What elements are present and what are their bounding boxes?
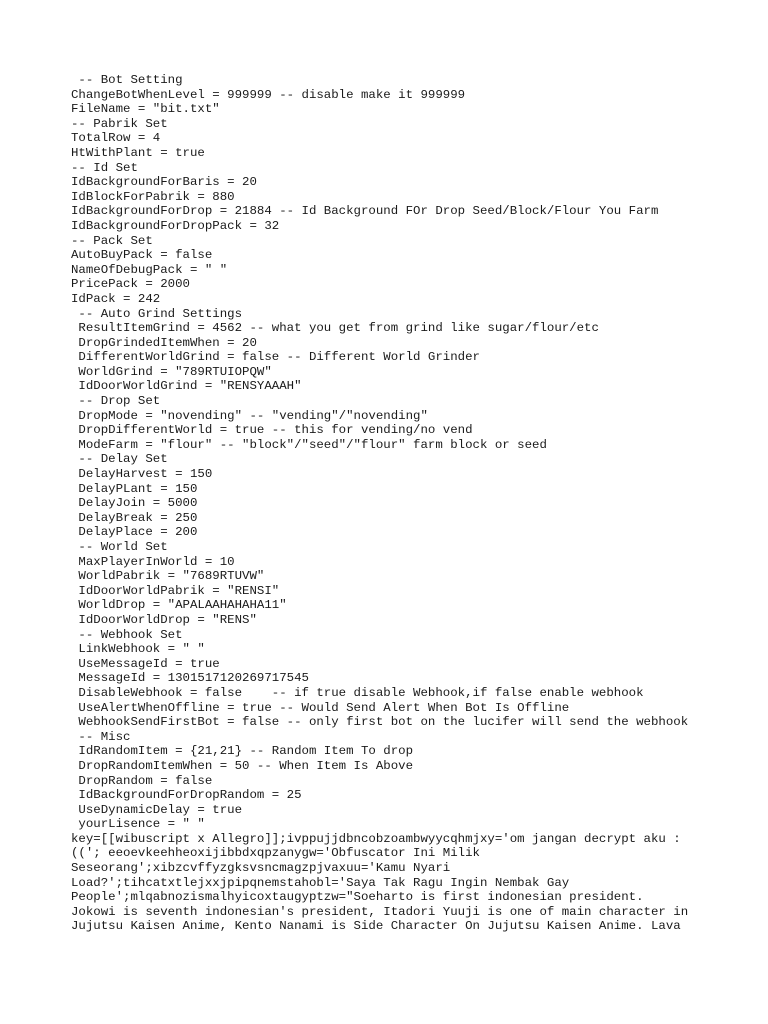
code-line: -- World Set (71, 540, 168, 554)
code-line: NameOfDebugPack = " " (71, 262, 228, 277)
code-line: IdDoorWorldGrind = "RENSYAAAH" (71, 379, 302, 394)
code-line: IdBackgroundForBaris = 20 (71, 175, 257, 190)
code-line: PricePack = 2000 (71, 277, 190, 292)
code-line: WorldDrop = "APALAAHAHAHA11" (71, 598, 287, 613)
code-line: -- Misc (71, 729, 131, 744)
code-line: UseMessageId = true (71, 656, 220, 671)
code-line: (('; eeoevkeehheoxijibbdxqpzanygw='Obfuscator Ini Milik (71, 846, 480, 861)
code-line: DelayBreak = 250 (71, 510, 198, 525)
code-line: UseAlertWhenOffline = true -- Would Send Alert When Bot Is Offline (71, 700, 570, 715)
code-line: Jujutsu Kaisen Anime, Kento Nanami is Side Character On Jujutsu Kaisen Anime. Lava (71, 919, 681, 934)
code-line: IdRandomItem = {21,21} -- Random Item To drop (71, 744, 414, 759)
code-line: -- Id Set (71, 160, 138, 175)
code-line: IdDoorWorldPabrik = "RENSI" (71, 583, 280, 598)
code-line: -- Webhook Set (71, 627, 183, 642)
code-line: DelayPlace = 200 (71, 525, 198, 540)
code-line: DifferentWorldGrind = false -- Different World Grinder (71, 350, 480, 365)
code-line: -- Bot Setting (71, 73, 183, 87)
code-line: key=[[wibuscript x Allegro]];ivppujjdbncobzoambwyycqhmjxy='om jangan decrypt aku : (71, 831, 681, 846)
code-line: -- Drop Set (71, 394, 161, 409)
code-line: TotalRow = 4 (71, 131, 161, 146)
code-line: ChangeBotWhenLevel = 999999 -- disable make it 999999 (71, 87, 466, 102)
code-line: ResultItemGrind = 4562 -- what you get from grind like sugar/flour/etc (71, 321, 599, 336)
code-line: DropDifferentWorld = true -- this for vending/no vend (71, 423, 473, 438)
code-line: WorldGrind = "789RTUIOPQW" (71, 364, 272, 379)
code-line: DropRandom = false (71, 773, 213, 788)
code-line: HtWithPlant = true (71, 145, 205, 160)
code-line: AutoBuyPack = false (71, 248, 213, 263)
code-line: LinkWebhook = " " (71, 642, 205, 657)
code-line: UseDynamicDelay = true (71, 802, 243, 817)
code-line: WorldPabrik = "7689RTUVW" (71, 569, 265, 584)
code-line: IdPack = 242 (71, 291, 161, 306)
code-line: Load?';tihcatxtlejxxjpipqnemstahobl='Saya Tak Ragu Ingin Nembak Gay (71, 875, 570, 890)
code-line: DisableWebhook = false -- if true disable Webhook,if false enable webhook (71, 685, 644, 700)
code-line: Seseorang';xibzcvffyzgksvsncmagzpjvaxuu='Kamu Nyari (71, 861, 451, 876)
code-line: IdDoorWorldDrop = "RENS" (71, 612, 257, 627)
code-line: WebhookSendFirstBot = false -- only first bot on the lucifer will send the webhook (71, 715, 689, 730)
code-line: People';mlqabnozismalhyicoxtaugyptzw="Soeharto is first indonesian president. (71, 890, 644, 905)
code-line: DelayHarvest = 150 (71, 467, 213, 482)
code-line: DelayPLant = 150 (71, 481, 198, 496)
code-line: IdBackgroundForDropPack = 32 (71, 218, 280, 233)
code-line: -- Delay Set (71, 452, 168, 467)
code-line: IdBackgroundForDropRandom = 25 (71, 788, 302, 803)
code-line: DelayJoin = 5000 (71, 496, 198, 511)
code-line: DropRandomItemWhen = 50 -- When Item Is Above (71, 758, 414, 773)
script-text (71, 73, 761, 934)
code-line: IdBlockForPabrik = 880 (71, 189, 235, 204)
code-line: -- Auto Grind Settings (71, 306, 243, 321)
code-line: MessageId = 1301517120269717545 (71, 671, 309, 686)
code-line: -- Pabrik Set (71, 116, 168, 131)
code-line: IdBackgroundForDrop = 21884 -- Id Background FOr Drop Seed/Block/Flour You Farm (71, 204, 659, 219)
code-line: DropGrindedItemWhen = 20 (71, 335, 257, 350)
code-line: FileName = "bit.txt" (71, 102, 220, 117)
code-line: yourLisence = " " (71, 817, 205, 832)
code-line: ModeFarm = "flour" -- "block"/"seed"/"flour" farm block or seed (71, 437, 547, 452)
code-line: Jokowi is seventh indonesian's president, Itadori Yuuji is one of main character in (71, 904, 689, 919)
code-line: -- Pack Set (71, 233, 153, 248)
code-line: DropMode = "novending" -- "vending"/"novending" (71, 408, 428, 423)
code-line: MaxPlayerInWorld = 10 (71, 554, 235, 569)
